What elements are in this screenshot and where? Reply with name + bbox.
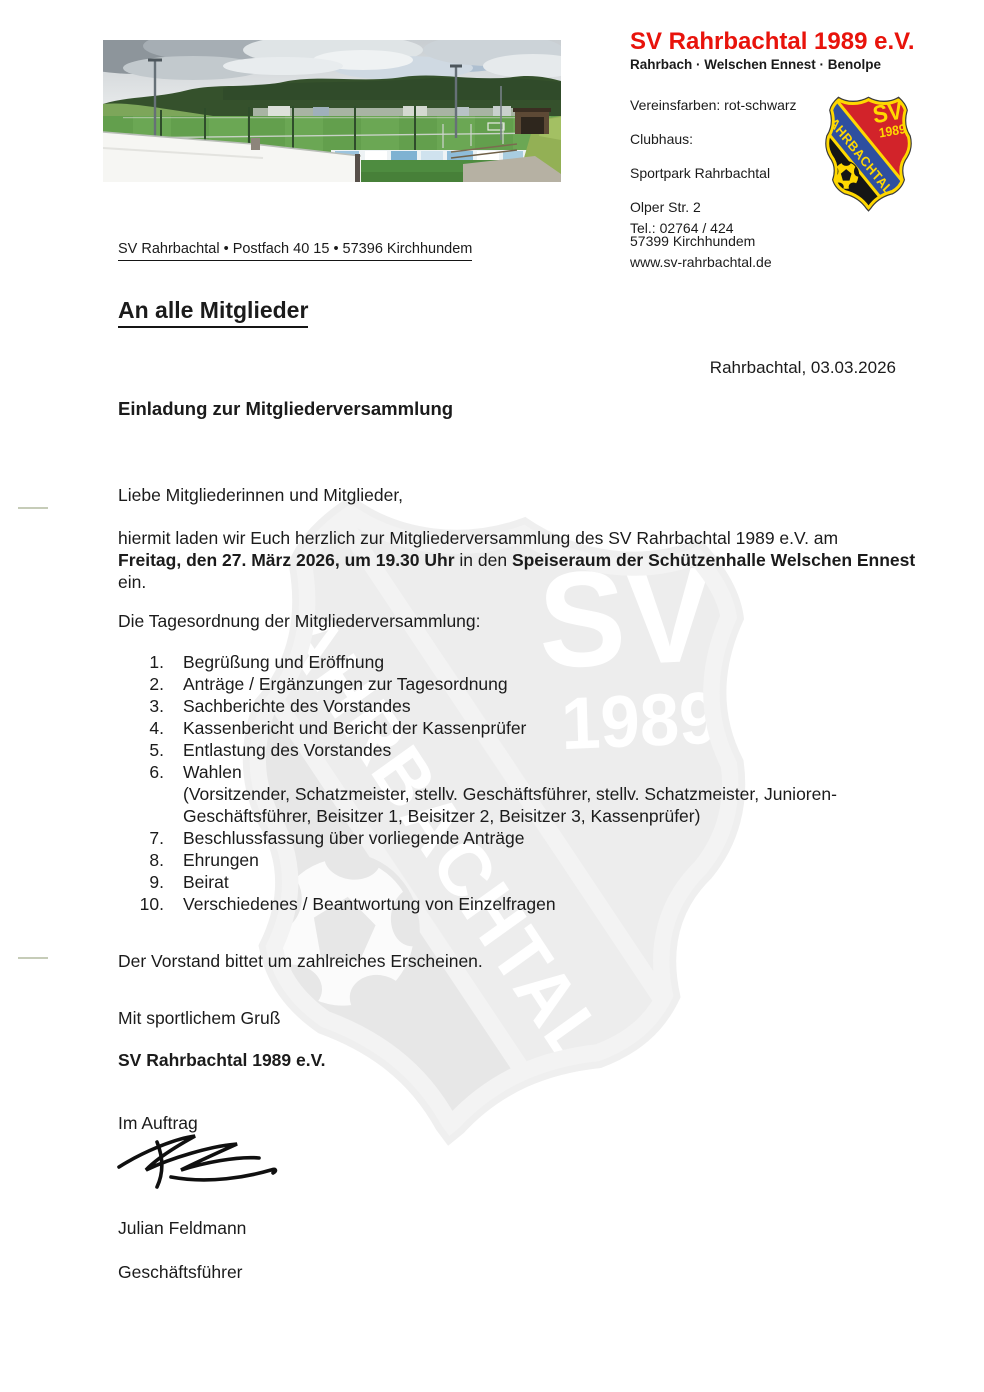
sportpark-photo [103,40,561,182]
signer-role: Geschäftsführer [118,1262,243,1282]
agenda-item-6-sub2: Geschäftsführer, Beisitzer 1, Beisitzer 2, Beisitzer 3, Kassenprüfer) [183,806,701,826]
agenda-item-4 [118,717,918,739]
agenda-text: Anträge / Ergänzungen zur Tagesordnung [183,674,508,694]
agenda-text: Beschlussfassung über vorliegende Anträge [183,828,525,848]
signer-name: Julian Feldmann [118,1218,247,1238]
agenda-num: 4. [149,718,164,738]
clubhouse-label: Clubhaus: [630,131,694,147]
intro-line-2 [118,549,915,571]
closing-request: Der Vorstand bittet um zahlreiches Erscheinen. [118,951,483,971]
contact-block [630,203,772,271]
subject-line: Einladung zur Mitgliederversammlung [118,398,454,419]
agenda-text: Wahlen [183,762,242,782]
dateline: Rahrbachtal, 03.03.2026 [709,358,896,377]
agenda-num: 1. [149,652,164,672]
club-crest-logo [820,93,917,213]
club-signature-name: SV Rahrbachtal 1989 e.V. [118,1050,326,1070]
per-order-label: Im Auftrag [118,1113,198,1133]
agenda-heading: Die Tagesordnung der Mitgliederversammlung: [118,611,481,631]
intro-line-3: ein. [118,572,147,592]
agenda-num: 10. [139,894,164,914]
greeting: Mit sportlichem Gruß [118,1008,281,1028]
agenda-num: 6. [149,762,164,782]
agenda-item-1 [118,651,918,673]
agenda-item-9 [118,871,918,893]
agenda-list [118,651,918,915]
signer-block [118,1195,246,1283]
agenda-item-6 [118,761,918,783]
agenda-text: Ehrungen [183,850,259,870]
agenda-num: 5. [149,740,164,760]
salutation: Liebe Mitgliederinnen und Mitglieder, [118,485,404,505]
fold-mark-top [18,507,48,509]
agenda-num: 9. [149,872,164,892]
clubhouse-city: 57399 Kirchhundem [630,233,756,249]
agenda-text: Begrüßung und Eröffnung [183,652,385,672]
clubhouse-name: Sportpark Rahrbachtal [630,165,771,181]
agenda-num: 2. [149,674,164,694]
agenda-num: 7. [149,828,164,848]
agenda-item-8 [118,849,918,871]
intro-mid: in den [454,550,512,570]
meeting-location: Speiseraum der Schützenhalle Welschen Ennest [511,550,916,570]
agenda-text: Kassenbericht und Bericht der Kassenprüfer [183,718,527,738]
agenda-item-10 [118,893,918,915]
agenda-item-6-sub1: (Vorsitzender, Schatzmeister, stellv. Geschäftsführer, stellv. Schatzmeister, Junioren- [183,784,837,804]
agenda-item-3 [118,695,918,717]
recipient-heading: An alle Mitglieder [118,297,308,328]
clubhouse-street: Olper Str. 2 [630,199,701,215]
intro-line-1: hiermit laden wir Euch herzlich zur Mitgliederversammlung des SV Rahrbachtal 1989 e.V. am [118,528,839,548]
agenda-item-2 [118,673,918,695]
handwritten-signature [112,1127,284,1191]
agenda-text: Entlastung des Vorstandes [183,740,392,760]
agenda-num: 3. [149,696,164,716]
club-name: SV Rahrbachtal 1989 e.V. [630,28,915,55]
club-colors-line: Vereinsfarben: rot-schwarz [630,97,797,113]
fold-mark-bottom [18,957,48,959]
agenda-text: Beirat [183,872,229,892]
agenda-item-5 [118,739,918,761]
website-url: www.sv-rahrbachtal.de [630,254,772,270]
sender-address-line: SV Rahrbachtal • Postfach 40 15 • 57396 Kirchhundem [118,241,472,261]
club-villages: Rahrbach · Welschen Ennest · Benolpe [630,57,882,72]
phone-number: Tel.: 02764 / 424 [630,220,734,236]
hut [513,110,551,134]
agenda-text: Sachberichte des Vorstandes [183,696,411,716]
agenda-text: Verschiedenes / Beantwortung von Einzelfragen [183,894,556,914]
agenda-item-7 [118,827,918,849]
intro-paragraph [118,527,915,593]
meeting-datetime: Freitag, den 27. März 2026, um 19.30 Uhr [118,550,455,570]
agenda-num: 8. [149,850,164,870]
